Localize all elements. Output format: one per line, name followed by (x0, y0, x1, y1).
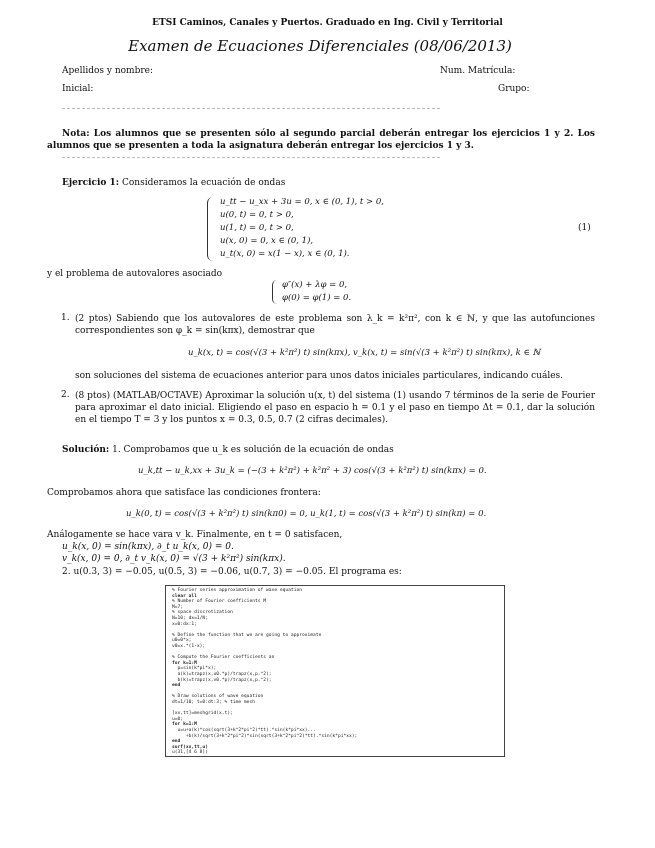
solution-line3: Análogamente se hace vara v_k. Finalmente, en t = 0 satisfacen, (47, 530, 343, 540)
code-line: v0=x.*(1-x); (172, 644, 206, 649)
code-line: % Number of Fourier coefficients M (172, 599, 267, 605)
item2-number: 2. (61, 390, 70, 400)
code-line: % space discretization (172, 610, 233, 616)
code-line: surf(xx,tt,u) (172, 744, 208, 750)
system-eq-3: u(1, t) = 0, t > 0, (220, 223, 294, 233)
solution-formula1: u_k,tt − u_k,xx + 3u_k = (−(3 + k²π²) + k²π² + 3) cos(√(3 + k²π²) t) sin(kπx) = 0. (138, 466, 487, 476)
code-line: [xx,tt]=meshgrid(x,t); (172, 711, 233, 717)
code-line: x=0:dx:1; (172, 621, 197, 627)
system-brace (207, 197, 213, 261)
code-line: b(k)=trapz(x,v0.*p)/trapz(x,p.^2); (172, 677, 272, 683)
solution-line1 (62, 445, 394, 455)
solution-line5: v_k(x, 0) = 0, ∂_t v_k(x, 0) = √(3 + k²π²) sin(kπx). (62, 554, 286, 564)
code-line: u0=0*x; (172, 638, 192, 644)
code-line: a(k)=trapz(x,u0.*p)/trapz(x,p.^2); (172, 672, 272, 677)
code-line: for k=1:M (172, 660, 197, 666)
divider (62, 157, 440, 158)
code-line: u=u+a(k)*cos(sqrt(3+k^2*pi^2)*tt).*sin(k*pi*xx)... (172, 728, 316, 733)
eigen-intro: y el problema de autovalores asociado (47, 269, 223, 279)
divider (62, 108, 440, 109)
code-listing (165, 585, 505, 757)
solution-line2: Comprobamos ahora que satisface las condiciones frontera: (47, 488, 321, 498)
code-line: +b(k)/sqrt(3+k^2*pi^2)*sin(sqrt(3+k^2*pi^2)*tt).*sin(k*pi*xx); (172, 733, 358, 739)
solution-heading: Solución: (62, 445, 110, 455)
code-line: end (172, 739, 181, 745)
code-line: % Compute the Fourier coefficients an (172, 655, 275, 661)
note: Nota: Los alumnos que se presenten sólo al segundo parcial deberán entregar los ejercicios 1 y 2. Los alumnos que se presenten a toda la asignatura deberán entregar los ejercicios 1 y 3. (47, 129, 595, 151)
initial-label: Inicial: (62, 84, 94, 94)
item1-text: (2 ptos) Sabiendo que los autovalores de este problema son λ_k = k²π², con k ∈ ℕ, y que las autofunciones correspondientes son φ_k = sin(kπx), demostrar que (75, 314, 595, 336)
eigen-eq-2: φ(0) = φ(1) = 0. (282, 293, 352, 303)
name-label: Apellidos y nombre: (62, 66, 153, 76)
code-line: M=7; (172, 604, 184, 610)
code-line: end (172, 683, 181, 689)
eigen-brace (272, 280, 277, 304)
exercise1-heading: Ejercicio 1: (62, 178, 120, 188)
solution-text1: 1. Comprobamos que u_k es solución de la ecuación de ondas (112, 445, 394, 455)
code-line: u=0; (172, 716, 184, 722)
institution-header: ETSI Caminos, Canales y Puertos. Graduado en Ing. Civil y Territorial (152, 18, 503, 28)
eigen-eq-1: φ″(x) + λφ = 0, (282, 280, 348, 290)
solution-line6: 2. u(0.3, 3) = −0.05, u(0.5, 3) = −0.06, u(0.7, 3) = −0.05. El programa es: (62, 567, 402, 577)
system-eq-4: u(x, 0) = 0, x ∈ (0, 1), (220, 236, 314, 246)
system-eq-1: u_tt − u_xx + 3u = 0, x ∈ (0, 1), t > 0, (220, 197, 384, 207)
solution-line4: u_k(x, 0) = sin(kπx), ∂_t u_k(x, 0) = 0. (62, 542, 234, 552)
code-line: % Draw solutions of wave equation (172, 694, 264, 700)
system-eq-5: u_t(x, 0) = x(1 − x), x ∈ (0, 1). (220, 249, 350, 259)
code-line: clear all (172, 593, 197, 599)
exercise1-intro: Consideramos la ecuación de ondas (121, 178, 286, 188)
code-line: % Fourier series approximation of wave equation (172, 588, 302, 593)
exam-title: Examen de Ecuaciones Diferenciales (08/06/2013) (128, 37, 512, 55)
item1-number: 1. (61, 313, 70, 323)
solution-formula2: u_k(0, t) = cos(√(3 + k²π²) t) sin(kπ0) = 0, u_k(1, t) = cos(√(3 + k²π²) t) sin(kπ) = 0. (126, 509, 487, 519)
system-eq-2: u(0, t) = 0, t > 0, (220, 210, 294, 220)
code-line: dt=1/10; t=0:dt:3; % time mesh (172, 700, 255, 705)
code-line: u(31,[4 6 8]) (172, 750, 208, 755)
exercise1-intro-line (62, 178, 285, 188)
group-label: Grupo: (498, 84, 530, 94)
code-line: for k=1:M (172, 722, 197, 728)
code-line: p=sin(k*pi*x); (172, 666, 217, 672)
equation-number: (1) (578, 223, 591, 233)
item1-formula: u_k(x, t) = cos(√(3 + k²π²) t) sin(kπx), v_k(x, t) = sin(√(3 + k²π²) t) sin(kπx), k ∈ ℕ (188, 348, 541, 358)
item2-text: (8 ptos) (MATLAB/OCTAVE) Aproximar la solución u(x, t) del sistema (1) usando 7 términos de la serie de Fourier para aproximar el dato inicial. Eligiendo el paso en espacio h = 0.1 y el paso en tiempo Δt = 0.1, dar la solución en el tiempo T = 3 y los puntos x = 0.3, 0.5, 0.7 (2 cifras decimales). (75, 391, 595, 425)
matricula-label: Num. Matrícula: (440, 66, 516, 76)
code-line: N=10; dx=1/N; (172, 616, 208, 621)
item1-tail: son soluciones del sistema de ecuaciones anterior para unos datos iniciales particulares, indicando cuáles. (75, 371, 564, 381)
code-line: % Define the function that we are going to approximate (172, 632, 322, 638)
